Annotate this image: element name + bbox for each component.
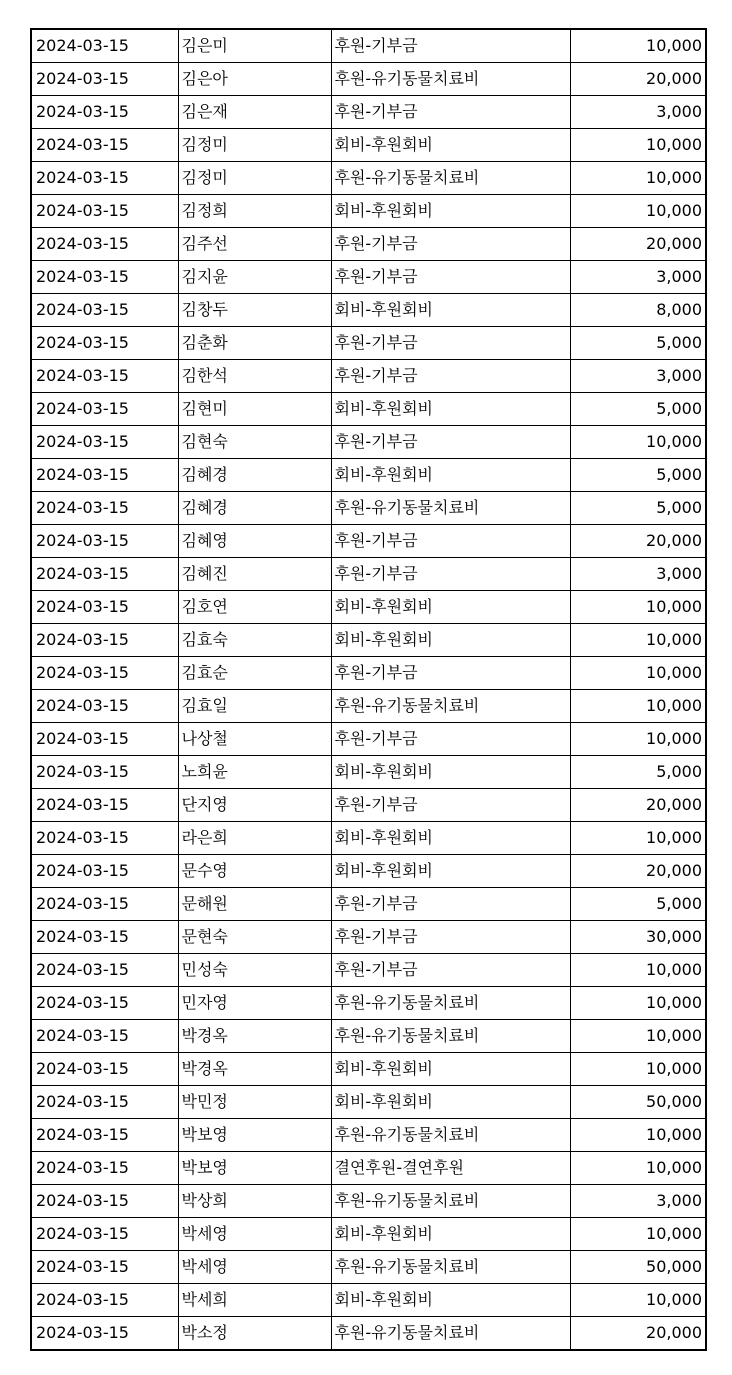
donor-name-cell: 김혜경 [178,459,331,492]
amount-cell: 10,000 [570,624,706,657]
amount-cell: 10,000 [570,954,706,987]
date-cell: 2024-03-15 [31,1284,178,1317]
table-row [31,195,706,228]
date-cell: 2024-03-15 [31,1152,178,1185]
date-cell: 2024-03-15 [31,195,178,228]
table-row [31,822,706,855]
amount-cell: 10,000 [570,822,706,855]
category-cell: 결연후원-결연후원 [331,1152,570,1185]
date-cell: 2024-03-15 [31,888,178,921]
table-row [31,29,706,63]
table-row [31,1020,706,1053]
category-cell: 회비-후원회비 [331,195,570,228]
amount-cell: 30,000 [570,921,706,954]
amount-cell: 20,000 [570,63,706,96]
category-cell: 후원-기부금 [331,525,570,558]
amount-cell: 10,000 [570,690,706,723]
date-cell: 2024-03-15 [31,1251,178,1284]
table-row [31,1218,706,1251]
donor-name-cell: 박상희 [178,1185,331,1218]
amount-cell: 3,000 [570,96,706,129]
table-row [31,657,706,690]
table-row [31,360,706,393]
date-cell: 2024-03-15 [31,657,178,690]
donor-name-cell: 김효일 [178,690,331,723]
table-row [31,987,706,1020]
table-row [31,1152,706,1185]
table-row [31,492,706,525]
category-cell: 회비-후원회비 [331,1284,570,1317]
category-cell: 회비-후원회비 [331,591,570,624]
date-cell: 2024-03-15 [31,29,178,63]
donor-name-cell: 라은희 [178,822,331,855]
table-row [31,294,706,327]
date-cell: 2024-03-15 [31,1119,178,1152]
amount-cell: 5,000 [570,393,706,426]
donor-name-cell: 문현숙 [178,921,331,954]
donor-name-cell: 민자영 [178,987,331,1020]
amount-cell: 5,000 [570,888,706,921]
amount-cell: 5,000 [570,459,706,492]
donor-name-cell: 김은재 [178,96,331,129]
donor-name-cell: 김정미 [178,129,331,162]
donor-name-cell: 박보영 [178,1152,331,1185]
donor-name-cell: 박세영 [178,1251,331,1284]
category-cell: 후원-기부금 [331,723,570,756]
table-row [31,558,706,591]
table-row [31,261,706,294]
date-cell: 2024-03-15 [31,1086,178,1119]
date-cell: 2024-03-15 [31,393,178,426]
date-cell: 2024-03-15 [31,63,178,96]
category-cell: 회비-후원회비 [331,294,570,327]
donor-name-cell: 노희윤 [178,756,331,789]
donation-ledger-table [30,28,707,1351]
date-cell: 2024-03-15 [31,96,178,129]
table-row [31,624,706,657]
donor-name-cell: 김은미 [178,29,331,63]
table-row [31,690,706,723]
table-row [31,888,706,921]
category-cell: 회비-후원회비 [331,1053,570,1086]
date-cell: 2024-03-15 [31,162,178,195]
amount-cell: 10,000 [570,1020,706,1053]
donor-name-cell: 김지윤 [178,261,331,294]
category-cell: 후원-기부금 [331,426,570,459]
donor-name-cell: 김정희 [178,195,331,228]
amount-cell: 10,000 [570,1053,706,1086]
table-row [31,1317,706,1351]
donor-name-cell: 김정미 [178,162,331,195]
donor-name-cell: 김창두 [178,294,331,327]
donor-name-cell: 김현미 [178,393,331,426]
donor-name-cell: 김현숙 [178,426,331,459]
date-cell: 2024-03-15 [31,921,178,954]
category-cell: 후원-유기동물치료비 [331,1020,570,1053]
date-cell: 2024-03-15 [31,954,178,987]
category-cell: 회비-후원회비 [331,1218,570,1251]
category-cell: 후원-기부금 [331,789,570,822]
donor-name-cell: 김혜영 [178,525,331,558]
ledger-body [31,29,706,1350]
donor-name-cell: 김주선 [178,228,331,261]
amount-cell: 10,000 [570,29,706,63]
donor-name-cell: 김은아 [178,63,331,96]
table-row [31,525,706,558]
date-cell: 2024-03-15 [31,591,178,624]
category-cell: 후원-기부금 [331,360,570,393]
donor-name-cell: 박보영 [178,1119,331,1152]
table-row [31,1119,706,1152]
donor-name-cell: 문수영 [178,855,331,888]
amount-cell: 50,000 [570,1086,706,1119]
date-cell: 2024-03-15 [31,756,178,789]
amount-cell: 10,000 [570,657,706,690]
donor-name-cell: 박세희 [178,1284,331,1317]
table-row [31,723,706,756]
date-cell: 2024-03-15 [31,525,178,558]
table-row [31,954,706,987]
category-cell: 후원-기부금 [331,888,570,921]
amount-cell: 10,000 [570,426,706,459]
donor-name-cell: 김효숙 [178,624,331,657]
donor-name-cell: 김호연 [178,591,331,624]
amount-cell: 10,000 [570,1152,706,1185]
amount-cell: 20,000 [570,789,706,822]
category-cell: 후원-기부금 [331,327,570,360]
date-cell: 2024-03-15 [31,129,178,162]
category-cell: 후원-기부금 [331,657,570,690]
table-row [31,1251,706,1284]
category-cell: 후원-유기동물치료비 [331,1251,570,1284]
amount-cell: 20,000 [570,1317,706,1351]
amount-cell: 10,000 [570,987,706,1020]
donor-name-cell: 민성숙 [178,954,331,987]
category-cell: 후원-유기동물치료비 [331,1119,570,1152]
date-cell: 2024-03-15 [31,822,178,855]
amount-cell: 10,000 [570,1218,706,1251]
category-cell: 후원-기부금 [331,261,570,294]
date-cell: 2024-03-15 [31,1185,178,1218]
table-row [31,591,706,624]
category-cell: 후원-기부금 [331,96,570,129]
table-row [31,63,706,96]
category-cell: 회비-후원회비 [331,393,570,426]
date-cell: 2024-03-15 [31,327,178,360]
amount-cell: 5,000 [570,756,706,789]
category-cell: 회비-후원회비 [331,1086,570,1119]
amount-cell: 20,000 [570,855,706,888]
table-row [31,1053,706,1086]
date-cell: 2024-03-15 [31,624,178,657]
amount-cell: 10,000 [570,195,706,228]
date-cell: 2024-03-15 [31,426,178,459]
table-row [31,1185,706,1218]
date-cell: 2024-03-15 [31,294,178,327]
category-cell: 후원-유기동물치료비 [331,63,570,96]
donor-name-cell: 박경옥 [178,1053,331,1086]
date-cell: 2024-03-15 [31,1053,178,1086]
category-cell: 후원-기부금 [331,29,570,63]
date-cell: 2024-03-15 [31,492,178,525]
amount-cell: 50,000 [570,1251,706,1284]
category-cell: 후원-유기동물치료비 [331,1185,570,1218]
amount-cell: 3,000 [570,1185,706,1218]
date-cell: 2024-03-15 [31,789,178,822]
donor-name-cell: 김효순 [178,657,331,690]
table-row [31,921,706,954]
amount-cell: 8,000 [570,294,706,327]
amount-cell: 10,000 [570,723,706,756]
date-cell: 2024-03-15 [31,1020,178,1053]
date-cell: 2024-03-15 [31,558,178,591]
amount-cell: 10,000 [570,162,706,195]
category-cell: 후원-기부금 [331,954,570,987]
table-row [31,1284,706,1317]
table-row [31,459,706,492]
donor-name-cell: 문해원 [178,888,331,921]
category-cell: 회비-후원회비 [331,855,570,888]
table-row [31,1086,706,1119]
amount-cell: 3,000 [570,558,706,591]
donor-name-cell: 단지영 [178,789,331,822]
date-cell: 2024-03-15 [31,723,178,756]
date-cell: 2024-03-15 [31,459,178,492]
category-cell: 회비-후원회비 [331,459,570,492]
amount-cell: 3,000 [570,261,706,294]
table-row [31,162,706,195]
donor-name-cell: 김춘화 [178,327,331,360]
amount-cell: 10,000 [570,591,706,624]
category-cell: 후원-유기동물치료비 [331,690,570,723]
amount-cell: 10,000 [570,1284,706,1317]
date-cell: 2024-03-15 [31,1218,178,1251]
donor-name-cell: 나상철 [178,723,331,756]
date-cell: 2024-03-15 [31,228,178,261]
amount-cell: 10,000 [570,1119,706,1152]
donor-name-cell: 김혜진 [178,558,331,591]
donor-name-cell: 박소정 [178,1317,331,1351]
table-row [31,855,706,888]
category-cell: 후원-유기동물치료비 [331,492,570,525]
amount-cell: 3,000 [570,360,706,393]
amount-cell: 5,000 [570,492,706,525]
category-cell: 회비-후원회비 [331,822,570,855]
category-cell: 회비-후원회비 [331,129,570,162]
category-cell: 후원-기부금 [331,228,570,261]
donor-name-cell: 박경옥 [178,1020,331,1053]
table-row [31,96,706,129]
date-cell: 2024-03-15 [31,1317,178,1351]
date-cell: 2024-03-15 [31,360,178,393]
category-cell: 후원-기부금 [331,921,570,954]
amount-cell: 20,000 [570,525,706,558]
donor-name-cell: 박민정 [178,1086,331,1119]
table-row [31,393,706,426]
table-row [31,228,706,261]
amount-cell: 20,000 [570,228,706,261]
table-row [31,426,706,459]
amount-cell: 10,000 [570,129,706,162]
category-cell: 후원-유기동물치료비 [331,1317,570,1351]
date-cell: 2024-03-15 [31,987,178,1020]
table-row [31,129,706,162]
date-cell: 2024-03-15 [31,855,178,888]
donor-name-cell: 김혜경 [178,492,331,525]
donor-name-cell: 박세영 [178,1218,331,1251]
amount-cell: 5,000 [570,327,706,360]
category-cell: 후원-기부금 [331,558,570,591]
date-cell: 2024-03-15 [31,690,178,723]
category-cell: 후원-유기동물치료비 [331,162,570,195]
table-row [31,327,706,360]
date-cell: 2024-03-15 [31,261,178,294]
category-cell: 후원-유기동물치료비 [331,987,570,1020]
table-row [31,756,706,789]
category-cell: 회비-후원회비 [331,756,570,789]
donor-name-cell: 김한석 [178,360,331,393]
category-cell: 회비-후원회비 [331,624,570,657]
table-row [31,789,706,822]
